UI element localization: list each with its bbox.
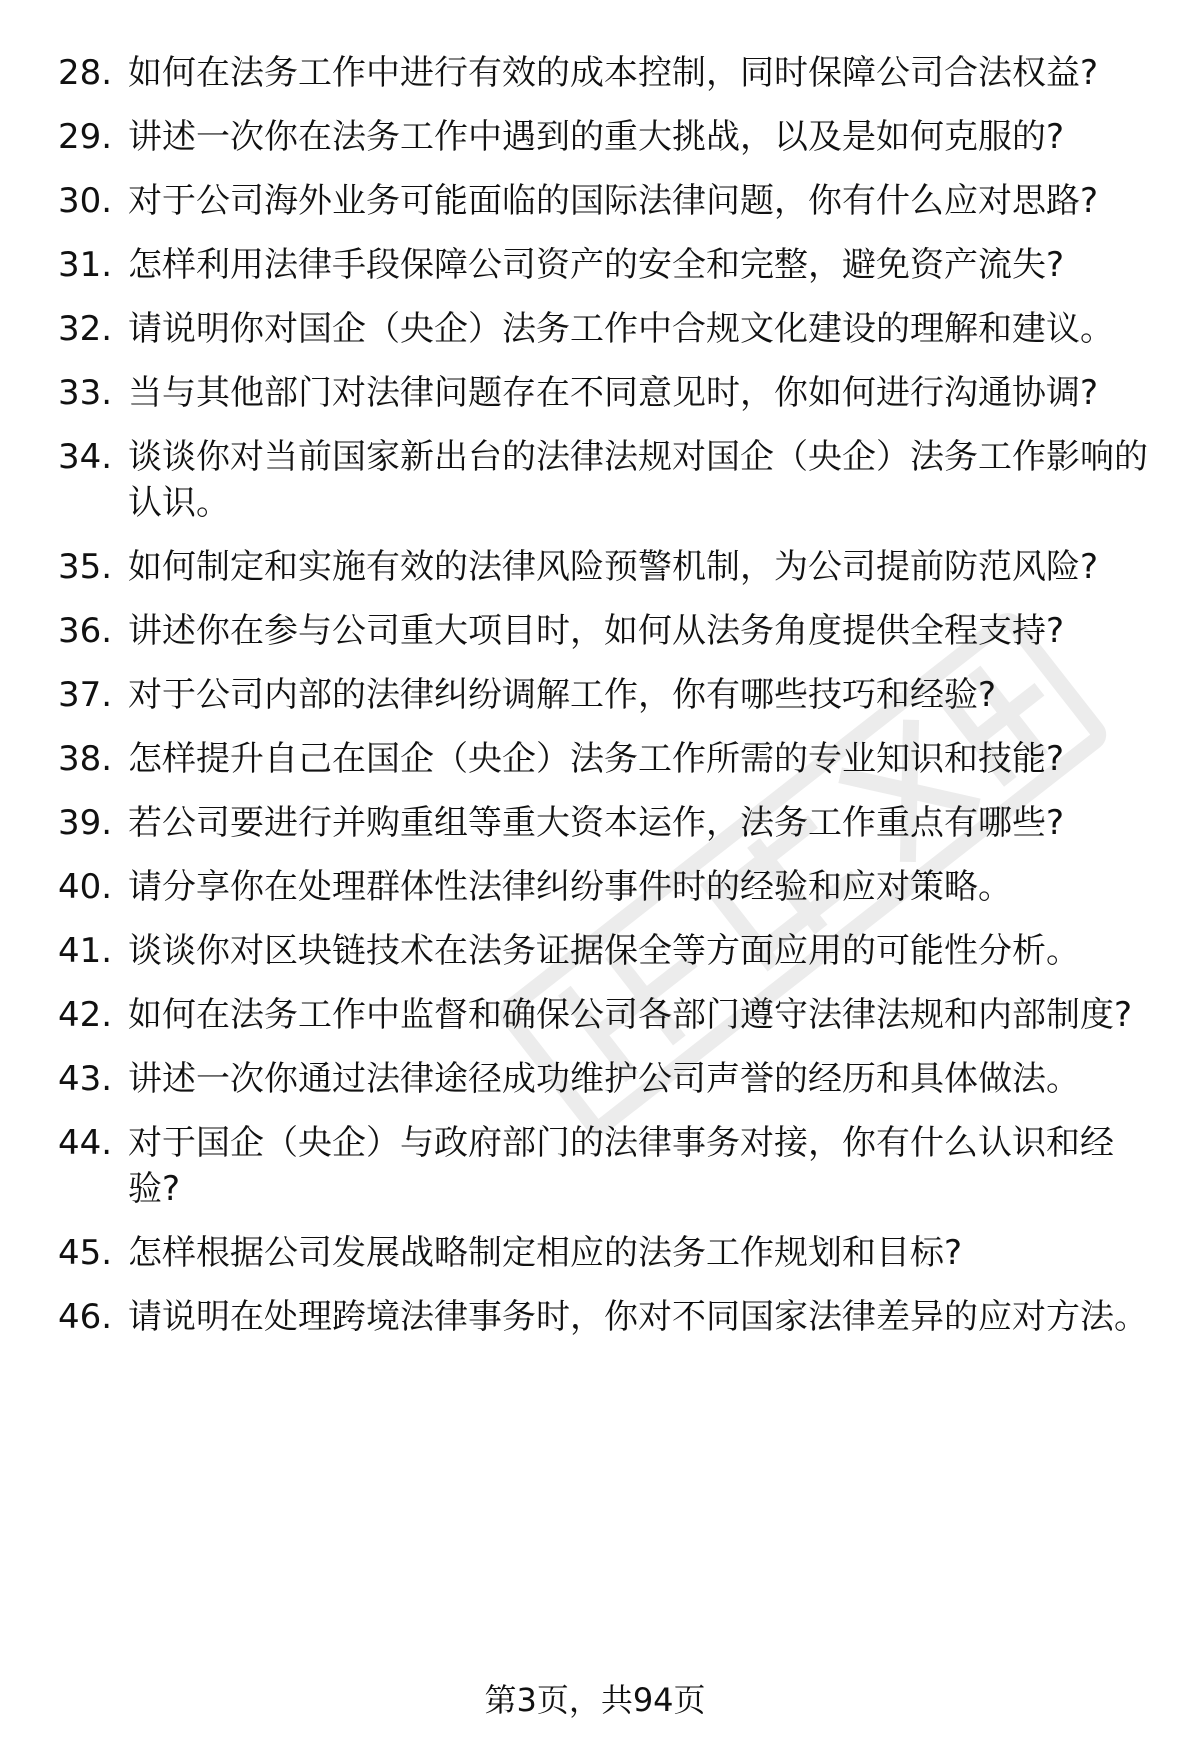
question-number: 30. [58, 181, 113, 221]
question-number: 34. [58, 437, 113, 477]
question-number: 45. [58, 1233, 113, 1273]
list-item [58, 736, 1148, 782]
question-number: 36. [58, 611, 113, 651]
list-item [58, 178, 1148, 224]
question-text: 怎样提升自己在国企（央企）法务工作所需的专业知识和技能? [128, 739, 1065, 779]
question-number: 28. [58, 53, 113, 93]
question-number: 29. [58, 117, 113, 157]
question-list [58, 50, 1148, 1358]
question-number: 41. [58, 931, 113, 971]
list-item [58, 306, 1148, 352]
question-text: 讲述一次你通过法律途径成功维护公司声誉的经历和具体做法。 [128, 1059, 1080, 1099]
list-item [58, 434, 1148, 526]
question-text: 讲述你在参与公司重大项目时，如何从法务角度提供全程支持? [128, 611, 1065, 651]
question-number: 43. [58, 1059, 113, 1099]
question-number: 33. [58, 373, 113, 413]
list-item [58, 1230, 1148, 1276]
list-item [58, 928, 1148, 974]
question-number: 31. [58, 245, 113, 285]
list-item [58, 1120, 1148, 1212]
question-number: 37. [58, 675, 113, 715]
list-item [58, 114, 1148, 160]
list-item [58, 1056, 1148, 1102]
question-text: 若公司要进行并购重组等重大资本运作，法务工作重点有哪些? [128, 803, 1065, 843]
list-item [58, 1294, 1148, 1340]
question-text: 如何制定和实施有效的法律风险预警机制，为公司提前防范风险? [128, 547, 1099, 587]
list-item [58, 672, 1148, 718]
question-text: 请说明在处理跨境法律事务时，你对不同国家法律差异的应对方法。 [128, 1297, 1148, 1337]
question-text: 请分享你在处理群体性法律纠纷事件时的经验和应对策略。 [128, 867, 1012, 907]
question-number: 40. [58, 867, 113, 907]
question-text: 怎样利用法律手段保障公司资产的安全和完整，避免资产流失? [128, 245, 1065, 285]
question-text: 当与其他部门对法律问题存在不同意见时，你如何进行沟通协调? [128, 373, 1099, 413]
question-number: 42. [58, 995, 113, 1035]
question-text: 对于公司内部的法律纠纷调解工作，你有哪些技巧和经验? [128, 675, 997, 715]
list-item [58, 800, 1148, 846]
question-number: 39. [58, 803, 113, 843]
question-text: 谈谈你对区块链技术在法务证据保全等方面应用的可能性分析。 [128, 931, 1080, 971]
question-text: 怎样根据公司发展战略制定相应的法务工作规划和目标? [128, 1233, 963, 1273]
question-number: 44. [58, 1123, 113, 1163]
question-text: 如何在法务工作中监督和确保公司各部门遵守法律法规和内部制度? [128, 995, 1133, 1035]
question-text: 对于国企（央企）与政府部门的法律事务对接，你有什么认识和经验? [128, 1123, 1114, 1209]
list-item [58, 544, 1148, 590]
question-text: 谈谈你对当前国家新出台的法律法规对国企（央企）法务工作影响的认识。 [128, 437, 1148, 523]
question-number: 38. [58, 739, 113, 779]
question-number: 46. [58, 1297, 113, 1337]
list-item [58, 370, 1148, 416]
list-item [58, 608, 1148, 654]
question-text: 如何在法务工作中进行有效的成本控制，同时保障公司合法权益? [128, 53, 1099, 93]
question-text: 请说明你对国企（央企）法务工作中合规文化建设的理解和建议。 [128, 309, 1114, 349]
question-number: 35. [58, 547, 113, 587]
question-number: 32. [58, 309, 113, 349]
question-text: 讲述一次你在法务工作中遇到的重大挑战，以及是如何克服的? [128, 117, 1065, 157]
list-item [58, 242, 1148, 288]
page-number: 第3页，共94页 [484, 1681, 706, 1719]
list-item [58, 50, 1148, 96]
question-text: 对于公司海外业务可能面临的国际法律问题，你有什么应对思路? [128, 181, 1099, 221]
list-item [58, 864, 1148, 910]
list-item [58, 992, 1148, 1038]
